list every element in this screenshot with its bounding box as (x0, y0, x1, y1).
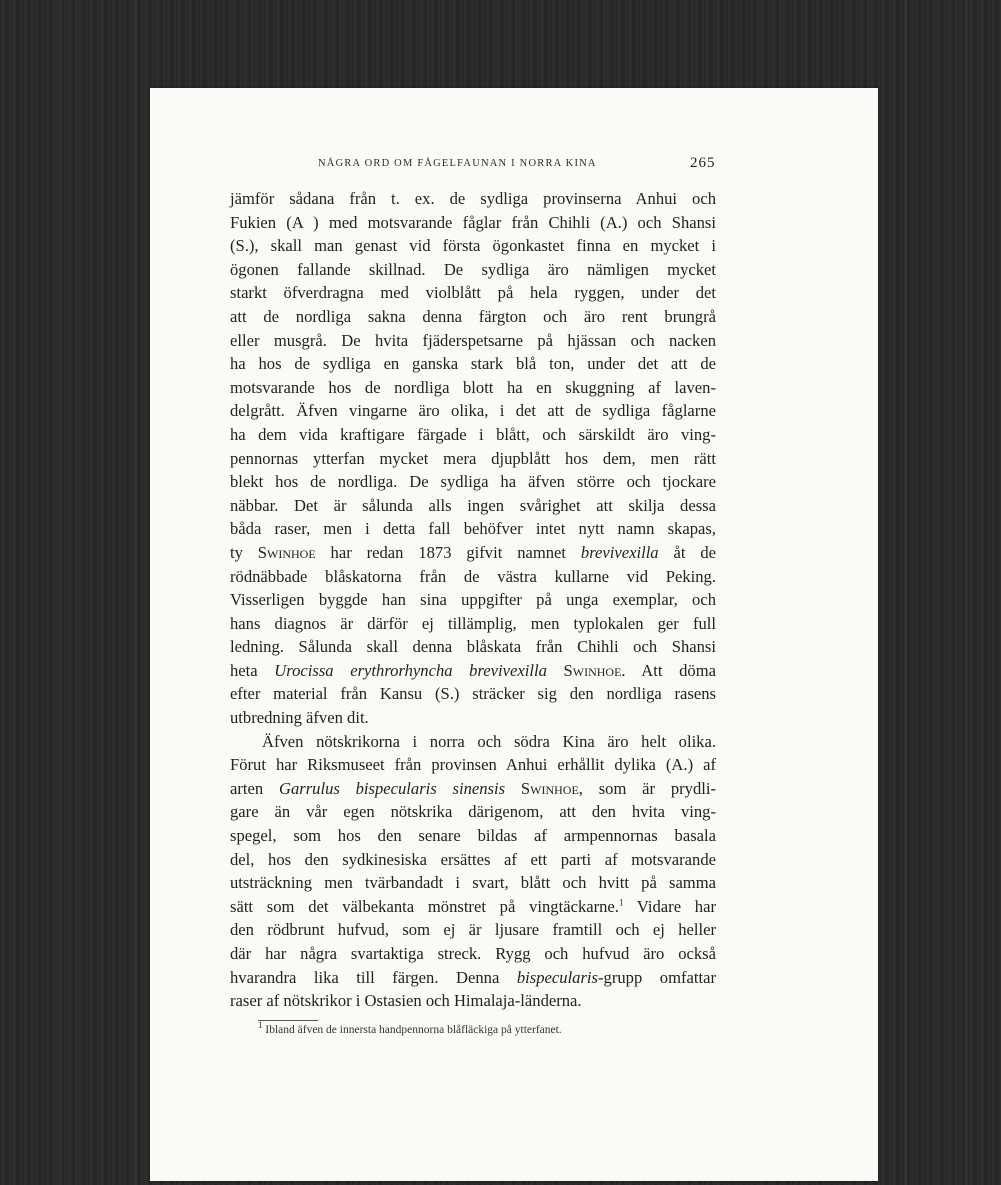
text-line (230, 541, 716, 565)
text-line (230, 895, 716, 919)
text-line (230, 517, 716, 541)
line-text: eller musgrå. De hvita fjäderspetsarne på hjässan och nacken (230, 330, 716, 350)
book-page (150, 88, 878, 1181)
taxon-name: brevivexilla (580, 542, 659, 562)
text-line (230, 329, 716, 353)
line-text: del, hos den sydkinesiska ersättes af ett parti af motsvarande (230, 849, 716, 869)
line-text: ledning. Sålunda skall denna blåskata från Chihli och Shansi (230, 637, 716, 657)
taxon-name: Urocissa erythrorhyncha brevivexilla (274, 660, 547, 680)
footnote-ref: 1 (618, 897, 624, 908)
text-line (230, 824, 716, 848)
line-text: jämför sådana från t. ex. de sydliga provinserna Anhui och (230, 189, 716, 208)
running-title: NÅGRA ORD OM FÅGELFAUNAN I NORRA KINA (318, 158, 597, 169)
line-text: spegel, som hos den senare bildas af armpennornas basala (230, 826, 716, 846)
line-text: sätt som det välbekanta mönstret på vingtäckarne. (230, 896, 619, 916)
line-text: Äfven nötskrikorna i norra och södra Kina äro helt olika. (262, 731, 716, 751)
line-text: starkt öfverdragna med violblått på hela ryggen, under det (230, 283, 716, 303)
text-line (230, 470, 716, 494)
line-text: rödnäbbade blåskatorna från de västra kullarne vid Peking. (230, 566, 716, 586)
line-text: heta (230, 660, 275, 680)
line-text: , som är prydli- (578, 778, 717, 798)
line-text: . Att döma (621, 660, 716, 680)
line-text: utbredning äfven dit. (230, 708, 369, 728)
line-text: den rödbrunt hufvud, som ej är ljusare framtill och ej heller (230, 920, 716, 940)
line-text: blekt hos de nordliga. De sydliga ha äfven större och tjockare (230, 472, 716, 492)
line-text: ha hos de sydliga en ganska stark blå ton, under det att de (230, 354, 716, 374)
text-line (230, 447, 716, 471)
taxon-name: Garrulus bispecularis sinensis (278, 778, 506, 798)
taxon-name: bispecularis (516, 967, 598, 987)
line-text: näbbar. Det är sålunda alls ingen svårighet att skilja dessa (230, 495, 716, 515)
text-line (230, 966, 716, 990)
line-text: har redan 1873 gifvit namnet (315, 542, 581, 562)
line-text: Visserligen byggde han sina uppgifter på unga exemplar, och (230, 590, 716, 610)
text-line (230, 423, 716, 447)
line-text: raser af nötskrikor i Ostasien och Himalaja-länderna. (230, 991, 582, 1011)
line-text: -grupp omfattar (598, 967, 716, 987)
text-line (230, 942, 716, 966)
text-line (230, 706, 716, 730)
text-line (230, 682, 716, 706)
text-line (230, 187, 716, 211)
text-line (230, 588, 716, 612)
footnote-text: Ibland äfven de innersta handpennorna blåfläckiga på ytterfanet. (265, 1024, 562, 1036)
footnote-rule (258, 1020, 318, 1021)
line-text: Vidare har (623, 896, 716, 916)
text-line (230, 211, 716, 235)
text-line (230, 494, 716, 518)
page-number: 265 (690, 155, 716, 171)
text-line (230, 565, 716, 589)
footnote (258, 1020, 738, 1036)
footnote-mark: 1 (258, 1020, 263, 1031)
line-text: båda raser, men i detta fall behöfver intet nytt namn skapas, (230, 519, 716, 539)
text-line (230, 871, 716, 895)
line-text: åt de (658, 542, 716, 562)
text-line (230, 753, 716, 777)
line-text: pennornas ytterfan mycket mera djupblått hos dem, men rätt (230, 448, 716, 468)
text-line (230, 281, 716, 305)
line-text: ögonen fallande skillnad. De sydliga äro nämligen mycket (230, 259, 716, 279)
text-line (230, 635, 716, 659)
line-text: där har några svartaktiga streck. Rygg och hufvud äro också (230, 944, 716, 963)
line-text: efter material från Kansu (S.) sträcker sig den nordliga rasens (230, 684, 716, 704)
text-line (230, 918, 716, 942)
text-line (230, 258, 716, 282)
author-name: Swinhoe (257, 542, 316, 562)
paragraph-1 (230, 187, 716, 730)
line-text: (S.), skall man genast vid första ögonkastet finna en mycket i (230, 236, 716, 256)
line-text: utsträckning men tvärbandadt i svart, blått och hvitt på samma (230, 873, 716, 893)
paragraph-2 (230, 730, 716, 1013)
line-text: arten (230, 778, 279, 798)
text-line (230, 989, 716, 1013)
line-text: hans diagnos är därför ej tillämplig, men typlokalen ger full (230, 613, 716, 633)
line-text: gare än vår egen nötskrika därigenom, att den hvita ving- (230, 802, 716, 822)
line-text: delgrått. Äfven vingarne äro olika, i det att de sydliga fåglarne (230, 401, 716, 421)
line-text: ty (230, 542, 258, 562)
text-line (230, 612, 716, 636)
text-line (230, 352, 716, 376)
line-text: hvarandra lika till färgen. Denna (230, 967, 517, 987)
author-name: Swinhoe (520, 778, 579, 798)
line-text: Förut har Riksmuseet från provinsen Anhui erhållit dylika (A.) af (230, 755, 716, 775)
text-line (230, 305, 716, 329)
text-line (230, 659, 716, 683)
text-line (230, 234, 716, 258)
line-text (505, 779, 521, 798)
line-text: Fukien (A ) med motsvarande fåglar från Chihli (A.) och Shansi (230, 212, 716, 232)
text-line (230, 848, 716, 872)
line-text: motsvarande hos de nordliga blott ha en skuggning af laven- (230, 377, 716, 397)
text-line (230, 399, 716, 423)
text-line (230, 730, 716, 754)
author-name: Swinhoe (563, 660, 622, 680)
text-line (230, 777, 716, 801)
line-text: ha dem vida kraftigare färgade i blått, och särskildt äro ving- (230, 424, 716, 444)
text-line (230, 376, 716, 400)
line-text: att de nordliga sakna denna färgton och äro rent brungrå (230, 306, 716, 326)
body-text (230, 187, 716, 1013)
line-text (547, 661, 564, 680)
text-line (230, 800, 716, 824)
